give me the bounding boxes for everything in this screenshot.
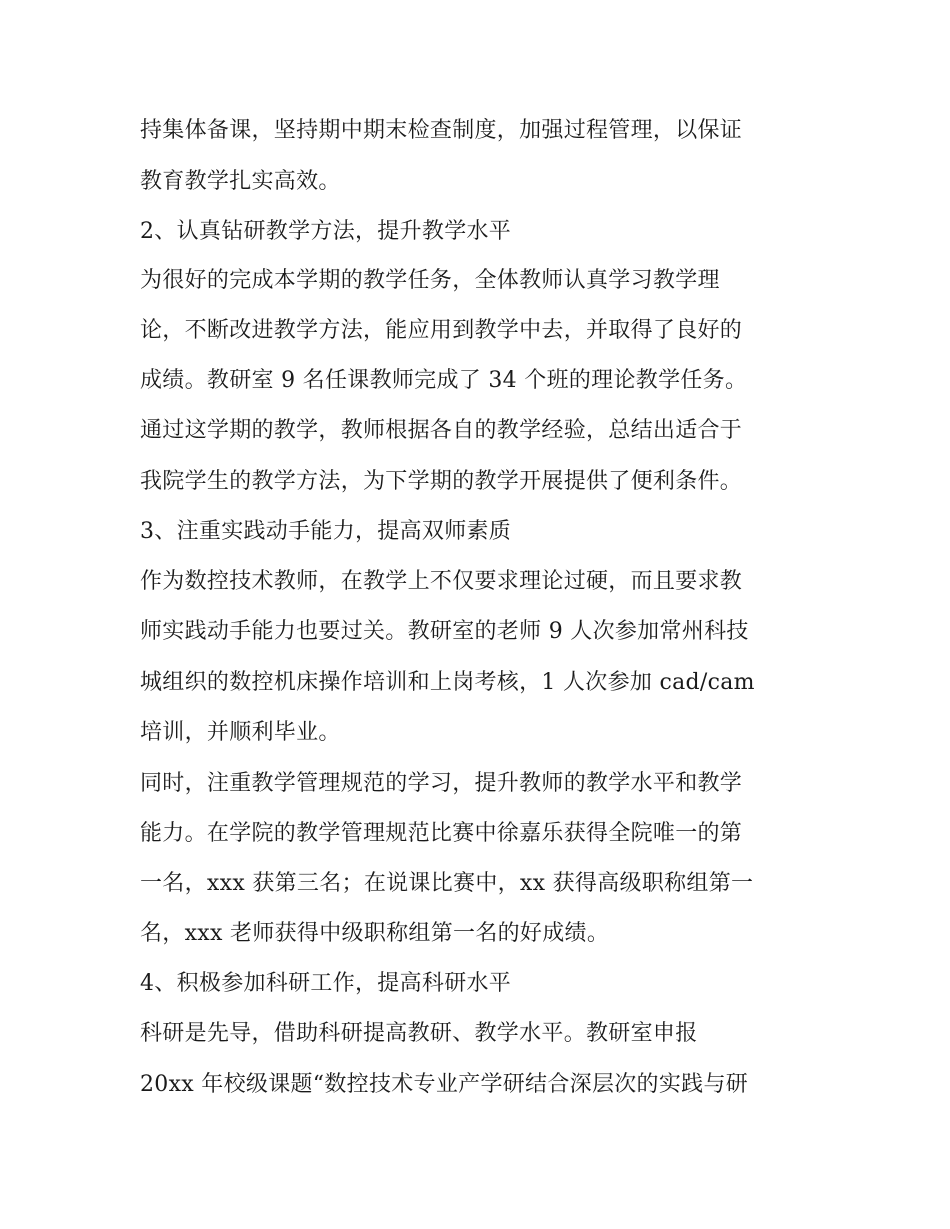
- text-line: 作为数控技术教师，在教学上不仅要求理论过硬，而且要求教: [140, 569, 743, 594]
- text-line: 师实践动手能力也要过关。教研室的老师 9 人次参加常州科技: [140, 619, 749, 644]
- text-line: 名，xxx 老师获得中级职称组第一名的好成绩。: [140, 921, 610, 946]
- text-line: 能力。在学院的教学管理规范比赛中徐嘉乐获得全院唯一的第: [140, 821, 743, 846]
- text-line: 我院学生的教学方法，为下学期的教学开展提供了便利条件。: [140, 469, 743, 494]
- section-heading: 4、积极参加科研工作，提高科研水平: [140, 971, 512, 996]
- text-line: 科研是先导，借助科研提高教研、教学水平。教研室申报: [140, 1021, 698, 1046]
- text-line: 一名，xxx 获第三名；在说课比赛中，xx 获得高级职称组第一: [140, 871, 754, 896]
- text-line: 通过这学期的教学，教师根据各自的教学经验，总结出适合于: [140, 418, 743, 443]
- text-line: 同时，注重教学管理规范的学习，提升教师的教学水平和教学: [140, 771, 743, 796]
- section-heading: 3、注重实践动手能力，提高双师素质: [140, 519, 512, 544]
- text-line: 教育教学扎实高效。: [140, 169, 341, 194]
- section-heading: 2、认真钻研教学方法，提升教学水平: [140, 219, 512, 244]
- text-line: 为很好的完成本学期的教学任务，全体教师认真学习教学理: [140, 268, 720, 293]
- text-line: 持集体备课，坚持期中期末检查制度，加强过程管理，以保证: [140, 118, 743, 143]
- text-line: 城组织的数控机床操作培训和上岗考核，1 人次参加 cad/cam: [140, 670, 755, 695]
- text-line: 成绩。教研室 9 名任课教师完成了 34 个班的理论教学任务。: [140, 368, 748, 393]
- text-line: 20xx 年校级课题“数控技术专业产学研结合深层次的实践与研: [140, 1072, 749, 1097]
- text-line: 论，不断改进教学方法，能应用到教学中去，并取得了良好的: [140, 318, 743, 343]
- text-line: 培训，并顺利毕业。: [140, 720, 341, 745]
